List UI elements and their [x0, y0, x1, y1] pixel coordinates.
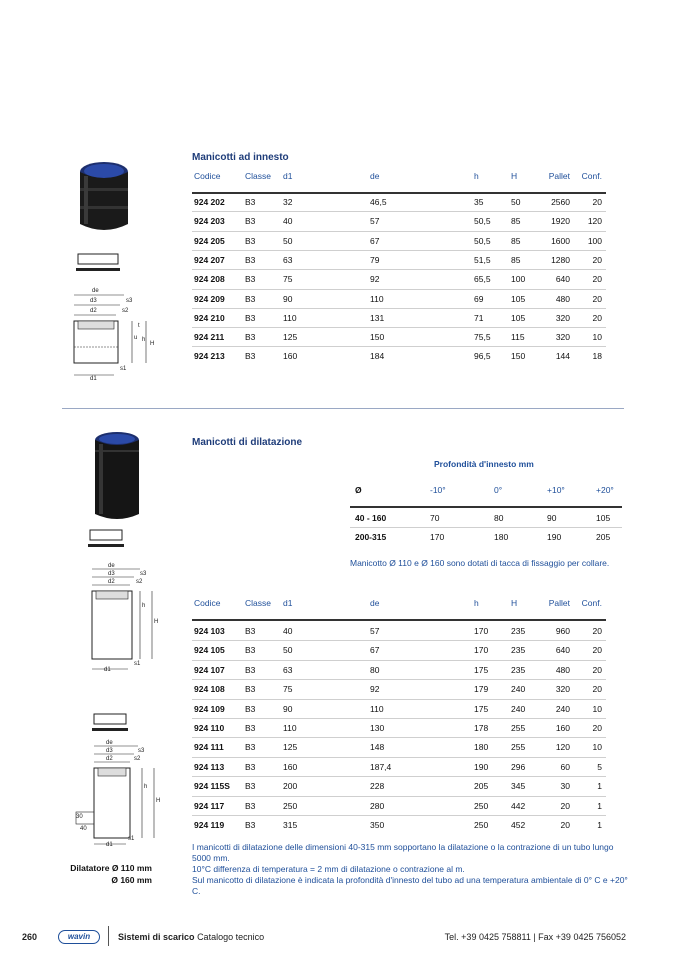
table-cell: 184 — [370, 351, 385, 362]
row-divider — [192, 660, 606, 661]
seal-ring-sketch — [74, 252, 122, 276]
column-header: Codice — [194, 598, 221, 608]
table-cell: B3 — [245, 703, 256, 714]
table-cell: 178 — [474, 723, 489, 733]
dim-label: d2 — [106, 756, 113, 762]
column-header: H — [511, 598, 518, 608]
table-cell: 160 — [283, 351, 298, 362]
table-cell: 18 — [592, 351, 602, 362]
table-cell: 92 — [370, 684, 380, 695]
row-divider — [192, 737, 606, 738]
table-cell: 20 — [592, 645, 602, 656]
table-cell: 130 — [370, 723, 385, 733]
table-cell: B3 — [245, 742, 256, 753]
row-divider — [192, 815, 606, 816]
table-cell: 80 — [370, 664, 380, 675]
note-line: I manicotti di dilatazione delle dimensioni 40-315 mm sopportano la dilatazione o la contrazione di un tubo lungo 5000 mm. — [192, 842, 614, 863]
dim-label: h — [142, 603, 146, 609]
table-cell: 320 — [555, 312, 570, 323]
product-code: 924 207 — [194, 254, 225, 265]
table-cell: 1 — [597, 781, 602, 792]
table-cell: B3 — [245, 197, 256, 207]
table-cell: 100 — [511, 274, 526, 285]
table-cell: 480 — [555, 293, 570, 304]
column-header: de — [370, 171, 380, 181]
table-cell: 205 — [474, 781, 489, 792]
dim-label: d1 — [90, 376, 97, 382]
table-cell: 187,4 — [370, 761, 392, 772]
table-cell: 79 — [370, 254, 380, 265]
table-cell: 175 — [474, 703, 489, 714]
table-cell: 148 — [370, 742, 385, 753]
table-cell: 100 — [587, 235, 602, 246]
product-code: 924 205 — [194, 235, 225, 246]
table-cell: B3 — [245, 820, 256, 830]
column-header: h — [474, 598, 479, 608]
depth-caption: Profondità d'innesto mm — [434, 459, 534, 469]
row-divider — [192, 757, 606, 758]
depth-cell: 40 - 160 — [355, 513, 387, 523]
table-cell: 92 — [370, 274, 380, 285]
row-divider — [192, 346, 606, 347]
table-cell: 85 — [511, 235, 521, 246]
table-cell: 350 — [370, 820, 385, 830]
dim-label: s3 — [126, 298, 133, 304]
table-cell: 1280 — [551, 254, 570, 265]
table-cell: 640 — [555, 274, 570, 285]
notes — [192, 842, 632, 897]
dim-label: de — [106, 740, 113, 746]
depth-note: Manicotto Ø 110 e Ø 160 sono dotati di tacca di fissaggio per collare. — [350, 558, 610, 568]
table-cell: 35 — [474, 197, 484, 207]
table-cell: 75 — [283, 274, 293, 285]
table-cell: 105 — [511, 293, 526, 304]
table-cell: B3 — [245, 274, 256, 285]
depth-header: 0° — [494, 485, 503, 495]
column-header: d1 — [283, 171, 293, 181]
table-cell: 20 — [592, 723, 602, 733]
table-cell: 280 — [370, 800, 385, 811]
table-cell: B3 — [245, 761, 256, 772]
product-code: 924 115S — [194, 781, 230, 792]
dim-label: d3 — [90, 298, 97, 304]
section-divider — [62, 408, 624, 409]
table-cell: B3 — [245, 332, 256, 343]
product-code: 924 209 — [194, 293, 225, 304]
table-cell: 228 — [370, 781, 385, 792]
dim-label: h — [142, 337, 146, 343]
table-cell: 57 — [370, 216, 380, 227]
dim-label: 40 — [80, 826, 87, 832]
table-cell: B3 — [245, 216, 256, 227]
table-cell: 20 — [592, 254, 602, 265]
table-cell: B3 — [245, 800, 256, 811]
row-divider — [192, 679, 606, 680]
dim-label: s1 — [134, 661, 141, 667]
product-code: 924 213 — [194, 351, 225, 362]
table-cell: 110 — [283, 312, 297, 323]
table-cell: 50,5 — [474, 216, 491, 227]
dim-label: d1 — [104, 667, 111, 673]
table-cell: B3 — [245, 351, 256, 362]
table-cell: 640 — [555, 645, 570, 656]
table-cell: 480 — [555, 664, 570, 675]
dim-label: s1 — [120, 366, 127, 372]
column-header: Conf. — [581, 171, 602, 181]
dimension-drawing-1 — [62, 287, 162, 382]
table-cell: 170 — [474, 645, 489, 656]
row-divider — [192, 211, 606, 212]
table-cell: B3 — [245, 293, 256, 304]
product-code: 924 108 — [194, 684, 225, 695]
column-header: Pallet — [548, 598, 570, 608]
dim-label: H — [150, 341, 155, 347]
table-cell: 160 — [283, 761, 298, 772]
footer-title — [118, 932, 264, 942]
dim-label: de — [92, 288, 99, 294]
depth-cell: 190 — [547, 532, 562, 542]
row-divider — [350, 527, 622, 528]
table-cell: B3 — [245, 684, 256, 695]
depth-rule — [350, 506, 622, 508]
table-cell: 110 — [370, 293, 384, 304]
column-header: Codice — [194, 171, 221, 181]
dim-label: d3 — [108, 571, 115, 577]
row-divider — [192, 289, 606, 290]
table-cell: 20 — [560, 800, 570, 811]
table-cell: 67 — [370, 235, 380, 246]
row-divider — [192, 718, 606, 719]
row-divider — [192, 308, 606, 309]
footer-contact: Tel. +39 0425 758811 | Fax +39 0425 756052 — [444, 932, 626, 942]
table-cell: 20 — [592, 664, 602, 675]
column-header: de — [370, 598, 380, 608]
table-cell: 120 — [587, 216, 602, 227]
note-line: Sul manicotto di dilatazione è indicata la profondità d'innesto del tubo ad una temperatura ambientale di 0° C e +20° C. — [192, 875, 628, 896]
dimension-drawing-2 — [78, 563, 168, 675]
table-cell: 452 — [511, 820, 526, 830]
table-cell: 10 — [592, 703, 602, 714]
product-code: 924 210 — [194, 312, 225, 323]
dim-label: s3 — [140, 571, 147, 577]
table-cell: 320 — [555, 332, 570, 343]
table-cell: 250 — [283, 800, 298, 811]
table-cell: 46,5 — [370, 197, 387, 207]
dim-label: t — [138, 323, 140, 329]
dilatatore-label-line: Dilatatore Ø 110 mm — [70, 863, 152, 873]
table-cell: 20 — [592, 312, 602, 323]
table-cell: 63 — [283, 254, 293, 265]
table-cell: 10 — [592, 332, 602, 343]
table-cell: 190 — [474, 761, 489, 772]
dim-label: u — [134, 335, 138, 341]
table-cell: 20 — [592, 626, 602, 636]
product-code: 924 211 — [194, 332, 225, 343]
dim-label: s2 — [134, 756, 141, 762]
table-cell: 200 — [283, 781, 298, 792]
table-cell: 131 — [370, 312, 385, 323]
table-cell: 315 — [283, 820, 298, 830]
column-header: d1 — [283, 598, 293, 608]
table-cell: 150 — [511, 351, 526, 362]
table-cell: 110 — [370, 703, 384, 714]
dim-label: d1 — [106, 842, 113, 848]
dim-label: 30 — [76, 814, 83, 820]
table-cell: 345 — [511, 781, 526, 792]
depth-cell: 90 — [547, 513, 557, 523]
table-cell: 144 — [555, 351, 570, 362]
section2-title: Manicotti di dilatazione — [192, 437, 303, 448]
row-divider — [192, 699, 606, 700]
dim-label: H — [154, 619, 159, 625]
column-header: Classe — [245, 598, 271, 608]
dim-label: de — [108, 563, 115, 569]
table-cell: 250 — [474, 800, 489, 811]
footer-catalog: Catalogo tecnico — [197, 932, 265, 942]
header-rule — [192, 619, 606, 621]
table-cell: 30 — [560, 781, 570, 792]
table-cell: 296 — [511, 761, 526, 772]
dimension-drawing-3 — [72, 740, 168, 850]
table-cell: 110 — [283, 723, 297, 733]
table-cell: 170 — [474, 626, 489, 636]
table-cell: 5 — [597, 761, 602, 772]
column-header: H — [511, 171, 518, 181]
product-code: 924 107 — [194, 664, 225, 675]
depth-header: Ø — [355, 485, 362, 495]
table-cell: 20 — [592, 274, 602, 285]
table-cell: 1920 — [551, 216, 570, 227]
depth-header: +20° — [596, 485, 614, 495]
table-cell: B3 — [245, 723, 256, 733]
table-cell: 60 — [560, 761, 570, 772]
depth-cell: 200-315 — [355, 532, 387, 542]
table-cell: 10 — [592, 742, 602, 753]
column-header: Conf. — [581, 598, 602, 608]
table-cell: 175 — [474, 664, 489, 675]
depth-cell: 80 — [494, 513, 504, 523]
table-cell: 442 — [511, 800, 526, 811]
table-cell: 160 — [555, 723, 570, 733]
table-cell: B3 — [245, 312, 256, 323]
dim-label: d2 — [108, 579, 115, 585]
row-divider — [192, 640, 606, 641]
table-cell: 20 — [592, 684, 602, 695]
table-cell: 20 — [560, 820, 570, 830]
table-cell: 255 — [511, 723, 526, 733]
table-cell: 180 — [474, 742, 489, 753]
product-code: 924 111 — [194, 742, 224, 753]
product-code: 924 202 — [194, 197, 225, 207]
table-cell: 90 — [283, 703, 293, 714]
table-cell: 240 — [555, 703, 570, 714]
row-divider — [192, 327, 606, 328]
dim-label: H — [156, 798, 161, 804]
table-cell: 240 — [511, 703, 526, 714]
table-cell: 2560 — [551, 197, 570, 207]
table-cell: 50 — [283, 235, 293, 246]
dim-label: s2 — [136, 579, 143, 585]
coupling-photo — [78, 158, 130, 238]
product-code: 924 113 — [194, 761, 225, 772]
product-code: 924 110 — [194, 723, 225, 733]
table-cell: 320 — [555, 684, 570, 695]
row-divider — [192, 250, 606, 251]
product-code: 924 105 — [194, 645, 225, 656]
table-cell: B3 — [245, 781, 256, 792]
table-cell: 235 — [511, 645, 526, 656]
dilatation-coupling-photo — [92, 430, 142, 522]
table-cell: 115 — [511, 332, 525, 343]
table-cell: 32 — [283, 197, 293, 207]
table-cell: 125 — [283, 332, 298, 343]
footer-divider — [108, 926, 109, 946]
table-cell: 235 — [511, 626, 526, 636]
page-number: 260 — [22, 932, 38, 942]
table-cell: B3 — [245, 645, 256, 656]
product-code: 924 109 — [194, 703, 225, 714]
table-cell: 235 — [511, 664, 526, 675]
seal-ring-sketch — [86, 528, 126, 552]
column-header: Classe — [245, 171, 271, 181]
table-cell: 40 — [283, 626, 293, 636]
table-cell: 250 — [474, 820, 489, 830]
table-cell: 65,5 — [474, 274, 491, 285]
product-code: 924 208 — [194, 274, 225, 285]
table-cell: 150 — [370, 332, 385, 343]
dim-label: s3 — [138, 748, 145, 754]
table-cell: 40 — [283, 216, 293, 227]
table-cell: 240 — [511, 684, 526, 695]
table-cell: 75 — [283, 684, 293, 695]
depth-cell: 180 — [494, 532, 509, 542]
product-code: 924 203 — [194, 216, 225, 227]
table-cell: 67 — [370, 645, 380, 656]
table-cell: 57 — [370, 626, 380, 636]
table-cell: 1600 — [551, 235, 570, 246]
seal-ring-sketch — [90, 712, 130, 736]
table-cell: 85 — [511, 216, 521, 227]
depth-cell: 205 — [596, 532, 611, 542]
row-divider — [192, 269, 606, 270]
column-header: Pallet — [548, 171, 570, 181]
depth-cell: 170 — [430, 532, 445, 542]
table-cell: 20 — [592, 293, 602, 304]
row-divider — [192, 231, 606, 232]
table-cell: 85 — [511, 254, 521, 265]
dilatatore-label-line: Ø 160 mm — [111, 875, 152, 885]
note-line: 10°C differenza di temperatura = 2 mm di dilatazione o contrazione al m. — [192, 864, 465, 874]
product-code: 924 103 — [194, 626, 225, 636]
table-cell: B3 — [245, 235, 256, 246]
dim-label: d3 — [106, 748, 113, 754]
product-code: 924 119 — [194, 820, 225, 830]
section1-title: Manicotti ad innesto — [192, 152, 289, 163]
table-cell: 1 — [597, 820, 602, 830]
table-cell: 75,5 — [474, 332, 491, 343]
table-cell: 120 — [555, 742, 570, 753]
table-cell: 1 — [597, 800, 602, 811]
column-header: h — [474, 171, 479, 181]
table-cell: 63 — [283, 664, 293, 675]
table-cell: 50 — [511, 197, 521, 207]
table-cell: 71 — [474, 312, 484, 323]
dim-label: h — [144, 784, 148, 790]
table-cell: 50,5 — [474, 235, 491, 246]
depth-cell: 105 — [596, 513, 611, 523]
table-cell: 255 — [511, 742, 526, 753]
table-cell: B3 — [245, 254, 256, 265]
row-divider — [192, 796, 606, 797]
table-cell: B3 — [245, 626, 256, 636]
wavin-logo: wavin — [58, 930, 100, 944]
table-cell: B3 — [245, 664, 256, 675]
header-rule — [192, 192, 606, 194]
depth-header: -10° — [430, 485, 446, 495]
table-cell: 69 — [474, 293, 484, 304]
dim-label: s2 — [122, 308, 129, 314]
dilatatore-label — [40, 862, 152, 886]
table-cell: 96,5 — [474, 351, 491, 362]
product-code: 924 117 — [194, 800, 225, 811]
dim-label: d2 — [90, 308, 97, 314]
table-cell: 90 — [283, 293, 293, 304]
table-cell: 51,5 — [474, 254, 491, 265]
table-cell: 179 — [474, 684, 489, 695]
table-cell: 50 — [283, 645, 293, 656]
depth-cell: 70 — [430, 513, 440, 523]
footer-series: Sistemi di scarico — [118, 932, 195, 942]
table-cell: 125 — [283, 742, 298, 753]
dim-label: s1 — [128, 836, 135, 842]
row-divider — [192, 776, 606, 777]
depth-header: +10° — [547, 485, 565, 495]
table-cell: 960 — [555, 626, 570, 636]
table-cell: 20 — [592, 197, 602, 207]
table-cell: 105 — [511, 312, 526, 323]
